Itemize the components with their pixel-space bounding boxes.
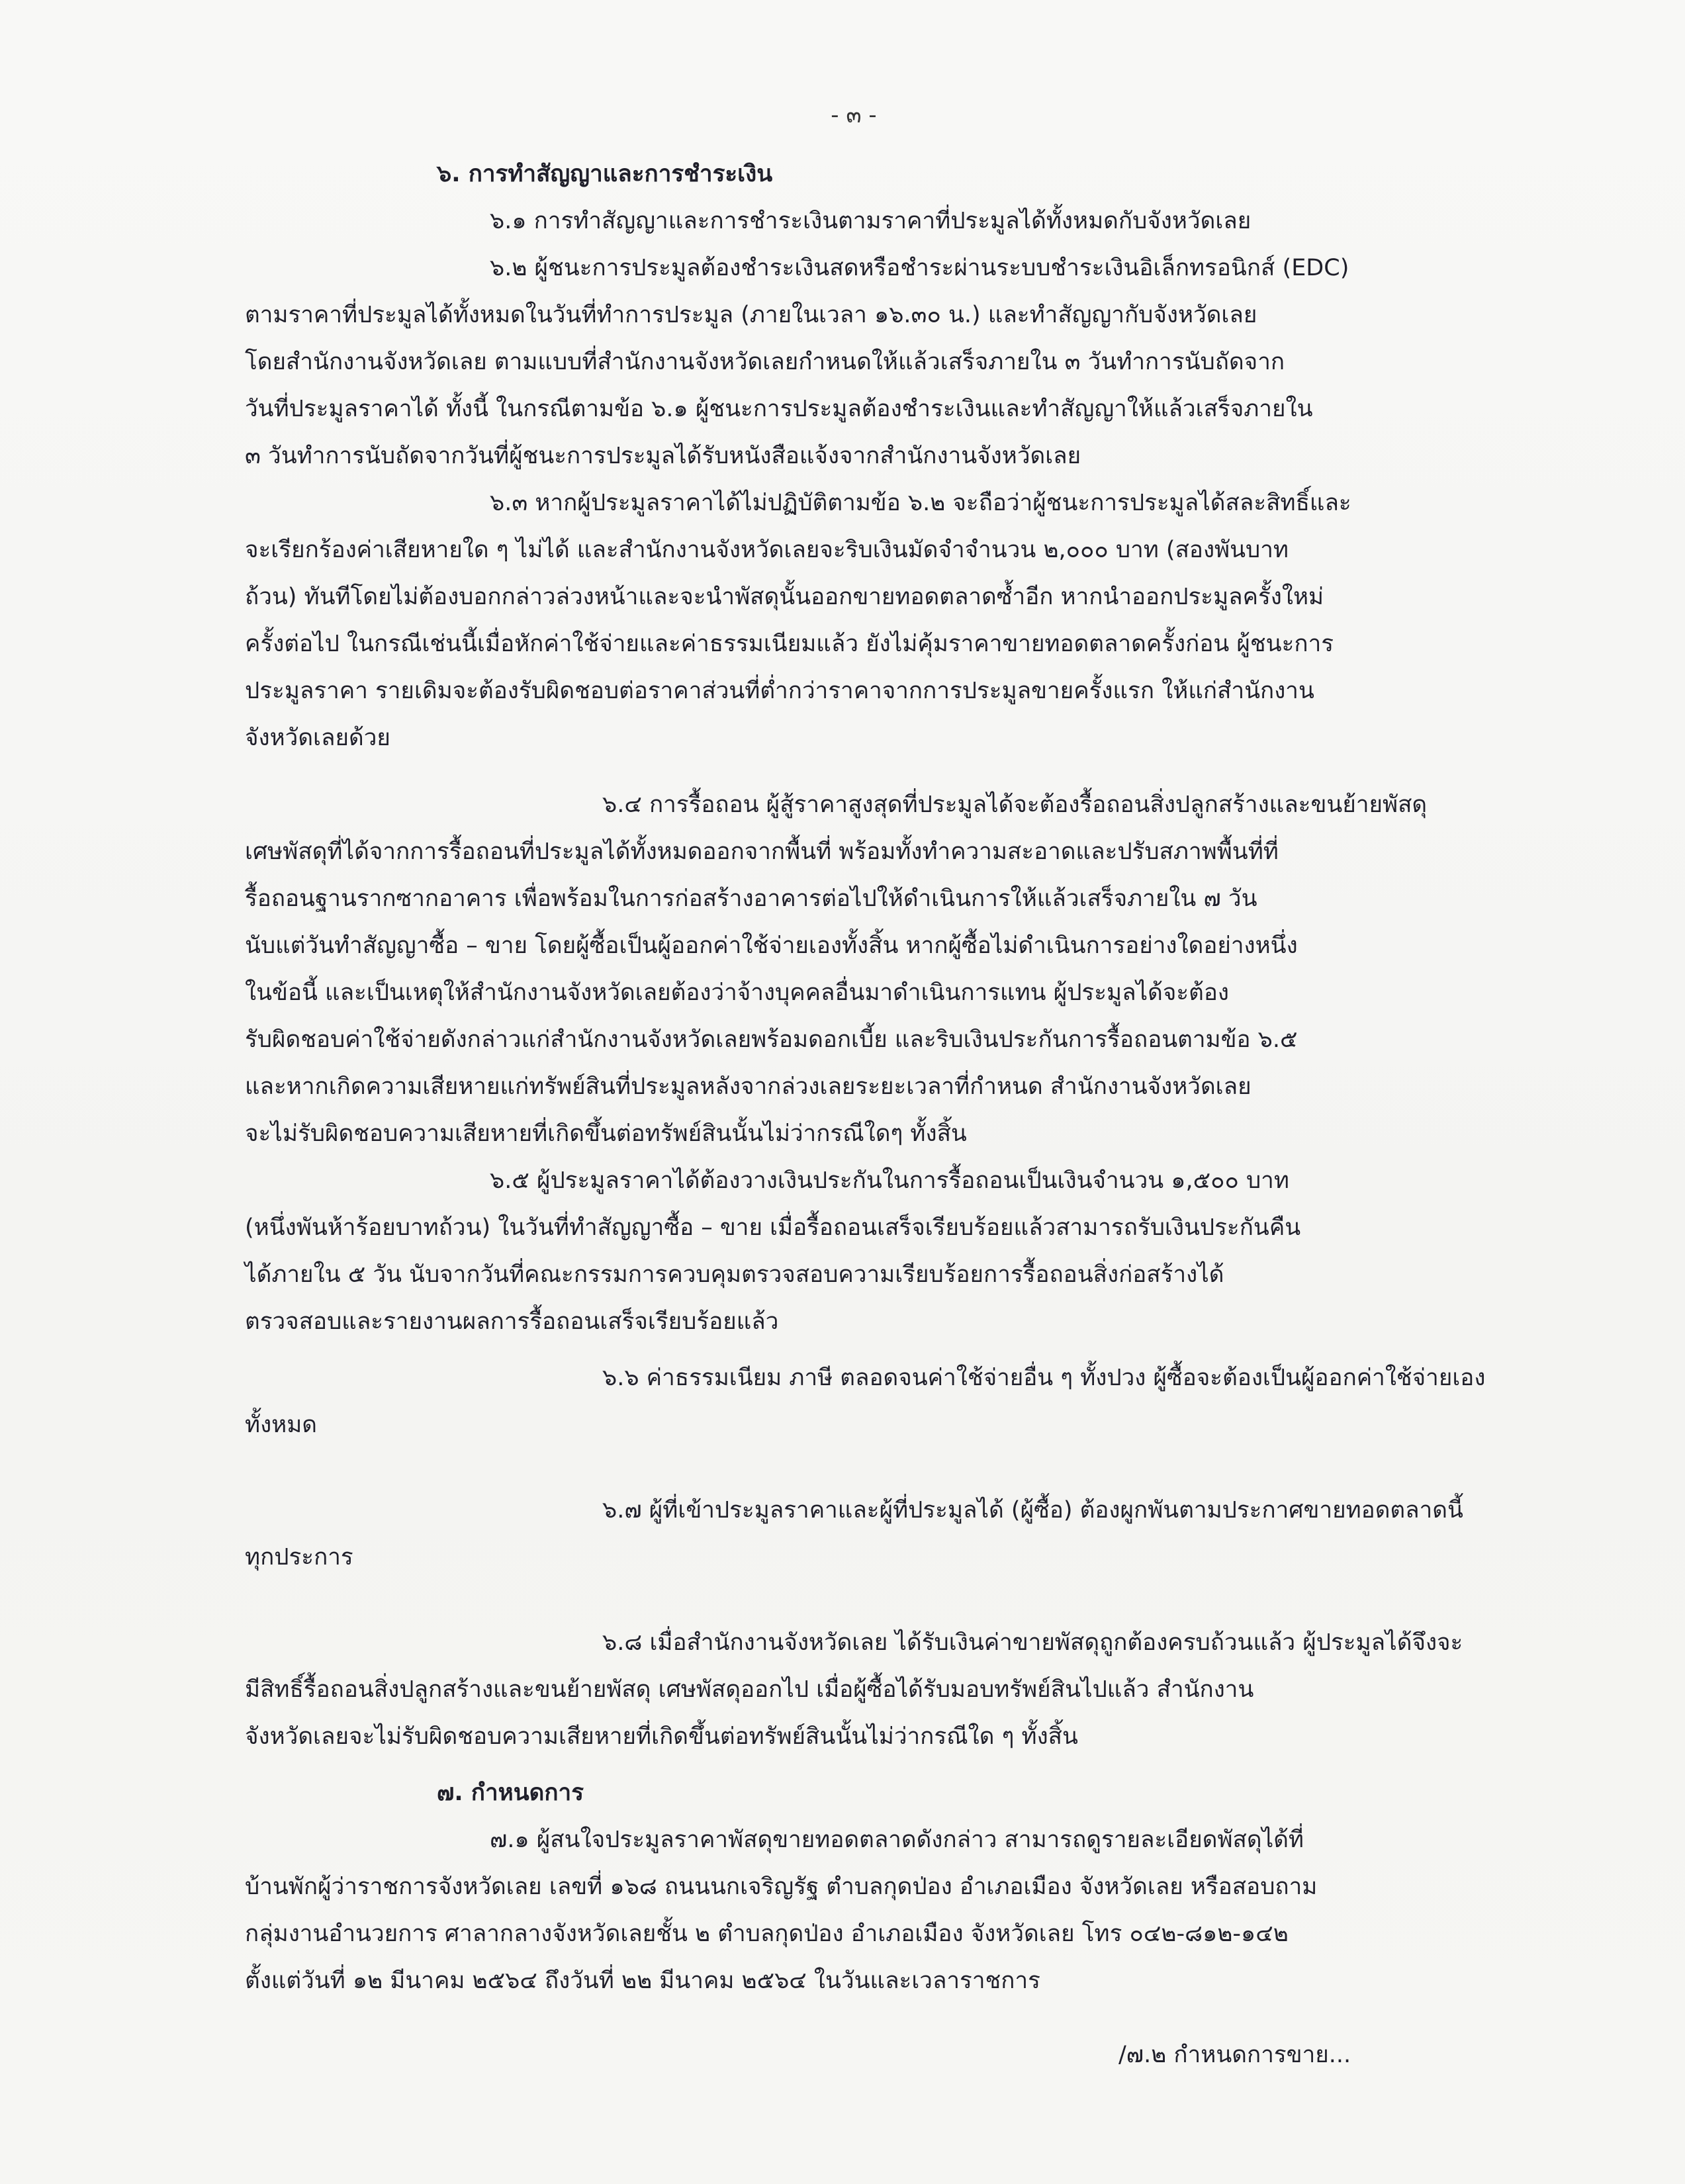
item-7-1-line: ตั้งแต่วันที่ ๑๒ มีนาคม ๒๕๖๔ ถึงวันที่ ๒๒ มีนาคม ๒๕๖๔ ในวันและเวลาราชการ [245,1968,1040,1994]
item-6-4-line: ๖.๔ การรื้อถอน ผู้สู้ราคาสูงสุดที่ประมูลได้จะต้องรื้อถอนสิ่งปลูกสร้างและขนย้ายพัสดุ [602,792,1428,818]
item-6-8-line: มีสิทธิ์รื้อถอนสิ่งปลูกสร้างและขนย้ายพัสดุ เศษพัสดุออกไป เมื่อผู้ซื้อได้รับมอบทรัพย์สินไปแล้ว สำนักงาน [245,1676,1254,1703]
item-6-7-line: ๖.๗ ผู้ที่เข้าประมูลราคาและผู้ที่ประมูลได้ (ผู้ซื้อ) ต้องผูกพันตามประกาศขายทอดตลาดนี้ [602,1497,1463,1524]
item-6-3 [245,480,1502,762]
item-6-3-line: ครั้งต่อไป ในกรณีเช่นนี้เมื่อหักค่าใช้จ่ายและค่าธรรมเนียมแล้ว ยังไม่คุ้มราคาขายทอดตลาดครั้งก่อน ผู้ชนะการ [245,631,1334,657]
item-6-4-line: รื้อถอนฐานรากซากอาคาร เพื่อพร้อมในการก่อสร้างอาคารต่อไปให้ดำเนินการให้แล้วเสร็จภายใน ๗ วัน [245,886,1257,912]
item-6-3-line: ๖.๓ หากผู้ประมูลราคาได้ไม่ปฏิบัติตามข้อ ๖.๒ จะถือว่าผู้ชนะการประมูลได้สละสิทธิ์และ [490,490,1351,516]
document-body [245,151,1502,2005]
item-6-2 [245,245,1502,480]
section-6-heading: ๖. การทำสัญญาและการชำระเงิน [437,161,773,187]
item-6-5-line: ๖.๕ ผู้ประมูลราคาได้ต้องวางเงินประกันในการรื้อถอนเป็นเงินจำนวน ๑,๕๐๐ บาท [490,1167,1289,1194]
item-6-7-line: ทุกประการ [245,1544,353,1570]
item-6-6-line: ทั้งหมด [245,1412,318,1438]
item-6-2-line: ๓ วันทำการนับถัดจากวันที่ผู้ชนะการประมูลได้รับหนังสือแจ้งจากสำนักงานจังหวัดเลย [245,443,1081,469]
item-6-4-line: และหากเกิดความเสียหายแก่ทรัพย์สินที่ประมูลหลังจากล่วงเลยระยะเวลาที่กำหนด สำนักงานจังหวัดเลย [245,1073,1252,1100]
item-6-3-line: ถ้วน) ทันทีโดยไม่ต้องบอกกล่าวล่วงหน้าและจะนำพัสดุนั้นออกขายทอดตลาดซ้ำอีก หากนำออกประมูลครั้งใหม่ [245,584,1324,610]
item-6-2-line: โดยสำนักงานจังหวัดเลย ตามแบบที่สำนักงานจังหวัดเลยกำหนดให้แล้วเสร็จภายใน ๓ วันทำการนับถัดจาก [245,349,1285,375]
item-7-1-line: กลุ่มงานอำนวยการ ศาลากลางจังหวัดเลยชั้น ๒ ตำบลกุดป่อง อำเภอเมือง จังหวัดเลย โทร ๐๔๒-๘๑๒-๑๔๒ [245,1921,1289,1947]
item-6-6-line: ๖.๖ ค่าธรรมเนียม ภาษี ตลอดจนค่าใช้จ่ายอื่น ๆ ทั้งปวง ผู้ซื้อจะต้องเป็นผู้ออกค่าใช้จ่ายเอง [602,1365,1486,1391]
item-7-1 [245,1817,1502,2005]
item-6-4-line: นับแต่วันทำสัญญาซื้อ – ขาย โดยผู้ซื้อเป็นผู้ออกค่าใช้จ่ายเองทั้งสิ้น หากผู้ซื้อไม่ดำเนินการอย่างใดอย่างหนึ่ง [245,933,1298,959]
item-6-4-line: เศษพัสดุที่ได้จากการรื้อถอนที่ประมูลได้ทั้งหมดออกจากพื้นที่ พร้อมทั้งทำความสะอาดและปรับสภาพพื้นที่ที่ [245,839,1279,865]
page-number: - ๓ - [831,102,877,128]
item-6-8-line: ๖.๘ เมื่อสำนักงานจังหวัดเลย ได้รับเงินค่าขายพัสดุถูกต้องครบถ้วนแล้ว ผู้ประมูลได้จึงจะ [602,1629,1463,1656]
item-6-6 [245,1355,1502,1449]
item-6-5-line: ได้ภายใน ๕ วัน นับจากวันที่คณะกรรมการควบคุมตรวจสอบความเรียบร้อยการรื้อถอนสิ่งก่อสร้างได้ [245,1261,1224,1288]
item-6-3-line: จะเรียกร้องค่าเสียหายใด ๆ ไม่ได้ และสำนักงานจังหวัดเลยจะริบเงินมัดจำจำนวน ๒,๐๐๐ บาท (สองพันบาท [245,537,1289,563]
section-7-heading: ๗. กำหนดการ [437,1780,584,1806]
item-7-1-line: บ้านพักผู้ว่าราชการจังหวัดเลย เลขที่ ๑๖๘ ถนนนกเจริญรัฐ ตำบลกุดป่อง อำเภอเมือง จังหวัดเลย หรือสอบถาม [245,1874,1318,1900]
item-6-3-line: ประมูลราคา รายเดิมจะต้องรับผิดชอบต่อราคาส่วนที่ต่ำกว่าราคาจากการประมูลขายครั้งแรก ให้แก่สำนักงาน [245,678,1314,704]
item-6-3-line: จังหวัดเลยด้วย [245,725,390,751]
item-6-4-line: ในข้อนี้ และเป็นเหตุให้สำนักงานจังหวัดเลยต้องว่าจ้างบุคคลอื่นมาดำเนินการแทน ผู้ประมูลได้จะต้อง [245,979,1230,1006]
item-6-8 [245,1619,1502,1760]
item-6-4 [245,782,1502,1158]
item-6-5-line: ตรวจสอบและรายงานผลการรื้อถอนเสร็จเรียบร้อยแล้ว [245,1308,779,1335]
item-6-4-line: จะไม่รับผิดชอบความเสียหายที่เกิดขึ้นต่อทรัพย์สินนั้นไม่ว่ากรณีใดๆ ทั้งสิ้น [245,1120,967,1147]
item-6-7 [245,1487,1502,1581]
item-7-1-line: ๗.๑ ผู้สนใจประมูลราคาพัสดุขายทอดตลาดดังกล่าว สามารถดูรายละเอียดพัสดุได้ที่ [490,1827,1304,1853]
item-6-8-line: จังหวัดเลยจะไม่รับผิดชอบความเสียหายที่เกิดขึ้นต่อทรัพย์สินนั้นไม่ว่ากรณีใด ๆ ทั้งสิ้น [245,1723,1078,1750]
item-6-5 [245,1158,1502,1345]
continuation-note: /๗.๒ กำหนดการขาย... [1118,2042,1351,2068]
item-6-2-line: วันที่ประมูลราคาได้ ทั้งนี้ ในกรณีตามข้อ ๖.๑ ผู้ชนะการประมูลต้องชำระเงินและทำสัญญาให้แล้วเสร็จภายใน [245,396,1313,422]
item-6-1: ๖.๑ การทำสัญญาและการชำระเงินตามราคาที่ประมูลได้ทั้งหมดกับจังหวัดเลย [490,208,1252,234]
item-6-2-line: ตามราคาที่ประมูลได้ทั้งหมดในวันที่ทำการประมูล (ภายในเวลา ๑๖.๓๐ น.) และทำสัญญากับจังหวัดเลย [245,302,1257,328]
item-6-4-line: รับผิดชอบค่าใช้จ่ายดังกล่าวแก่สำนักงานจังหวัดเลยพร้อมดอกเบี้ย และริบเงินประกันการรื้อถอนตามข้อ ๖.๕ [245,1026,1298,1053]
item-6-5-line: (หนึ่งพันห้าร้อยบาทถ้วน) ในวันที่ทำสัญญาซื้อ – ขาย เมื่อรื้อถอนเสร็จเรียบร้อยแล้วสามารถรับเงินประกันคืน [245,1214,1301,1241]
item-6-2-line: ๖.๒ ผู้ชนะการประมูลต้องชำระเงินสดหรือชำระผ่านระบบชำระเงินอิเล็กทรอนิกส์ (EDC) [490,255,1349,281]
